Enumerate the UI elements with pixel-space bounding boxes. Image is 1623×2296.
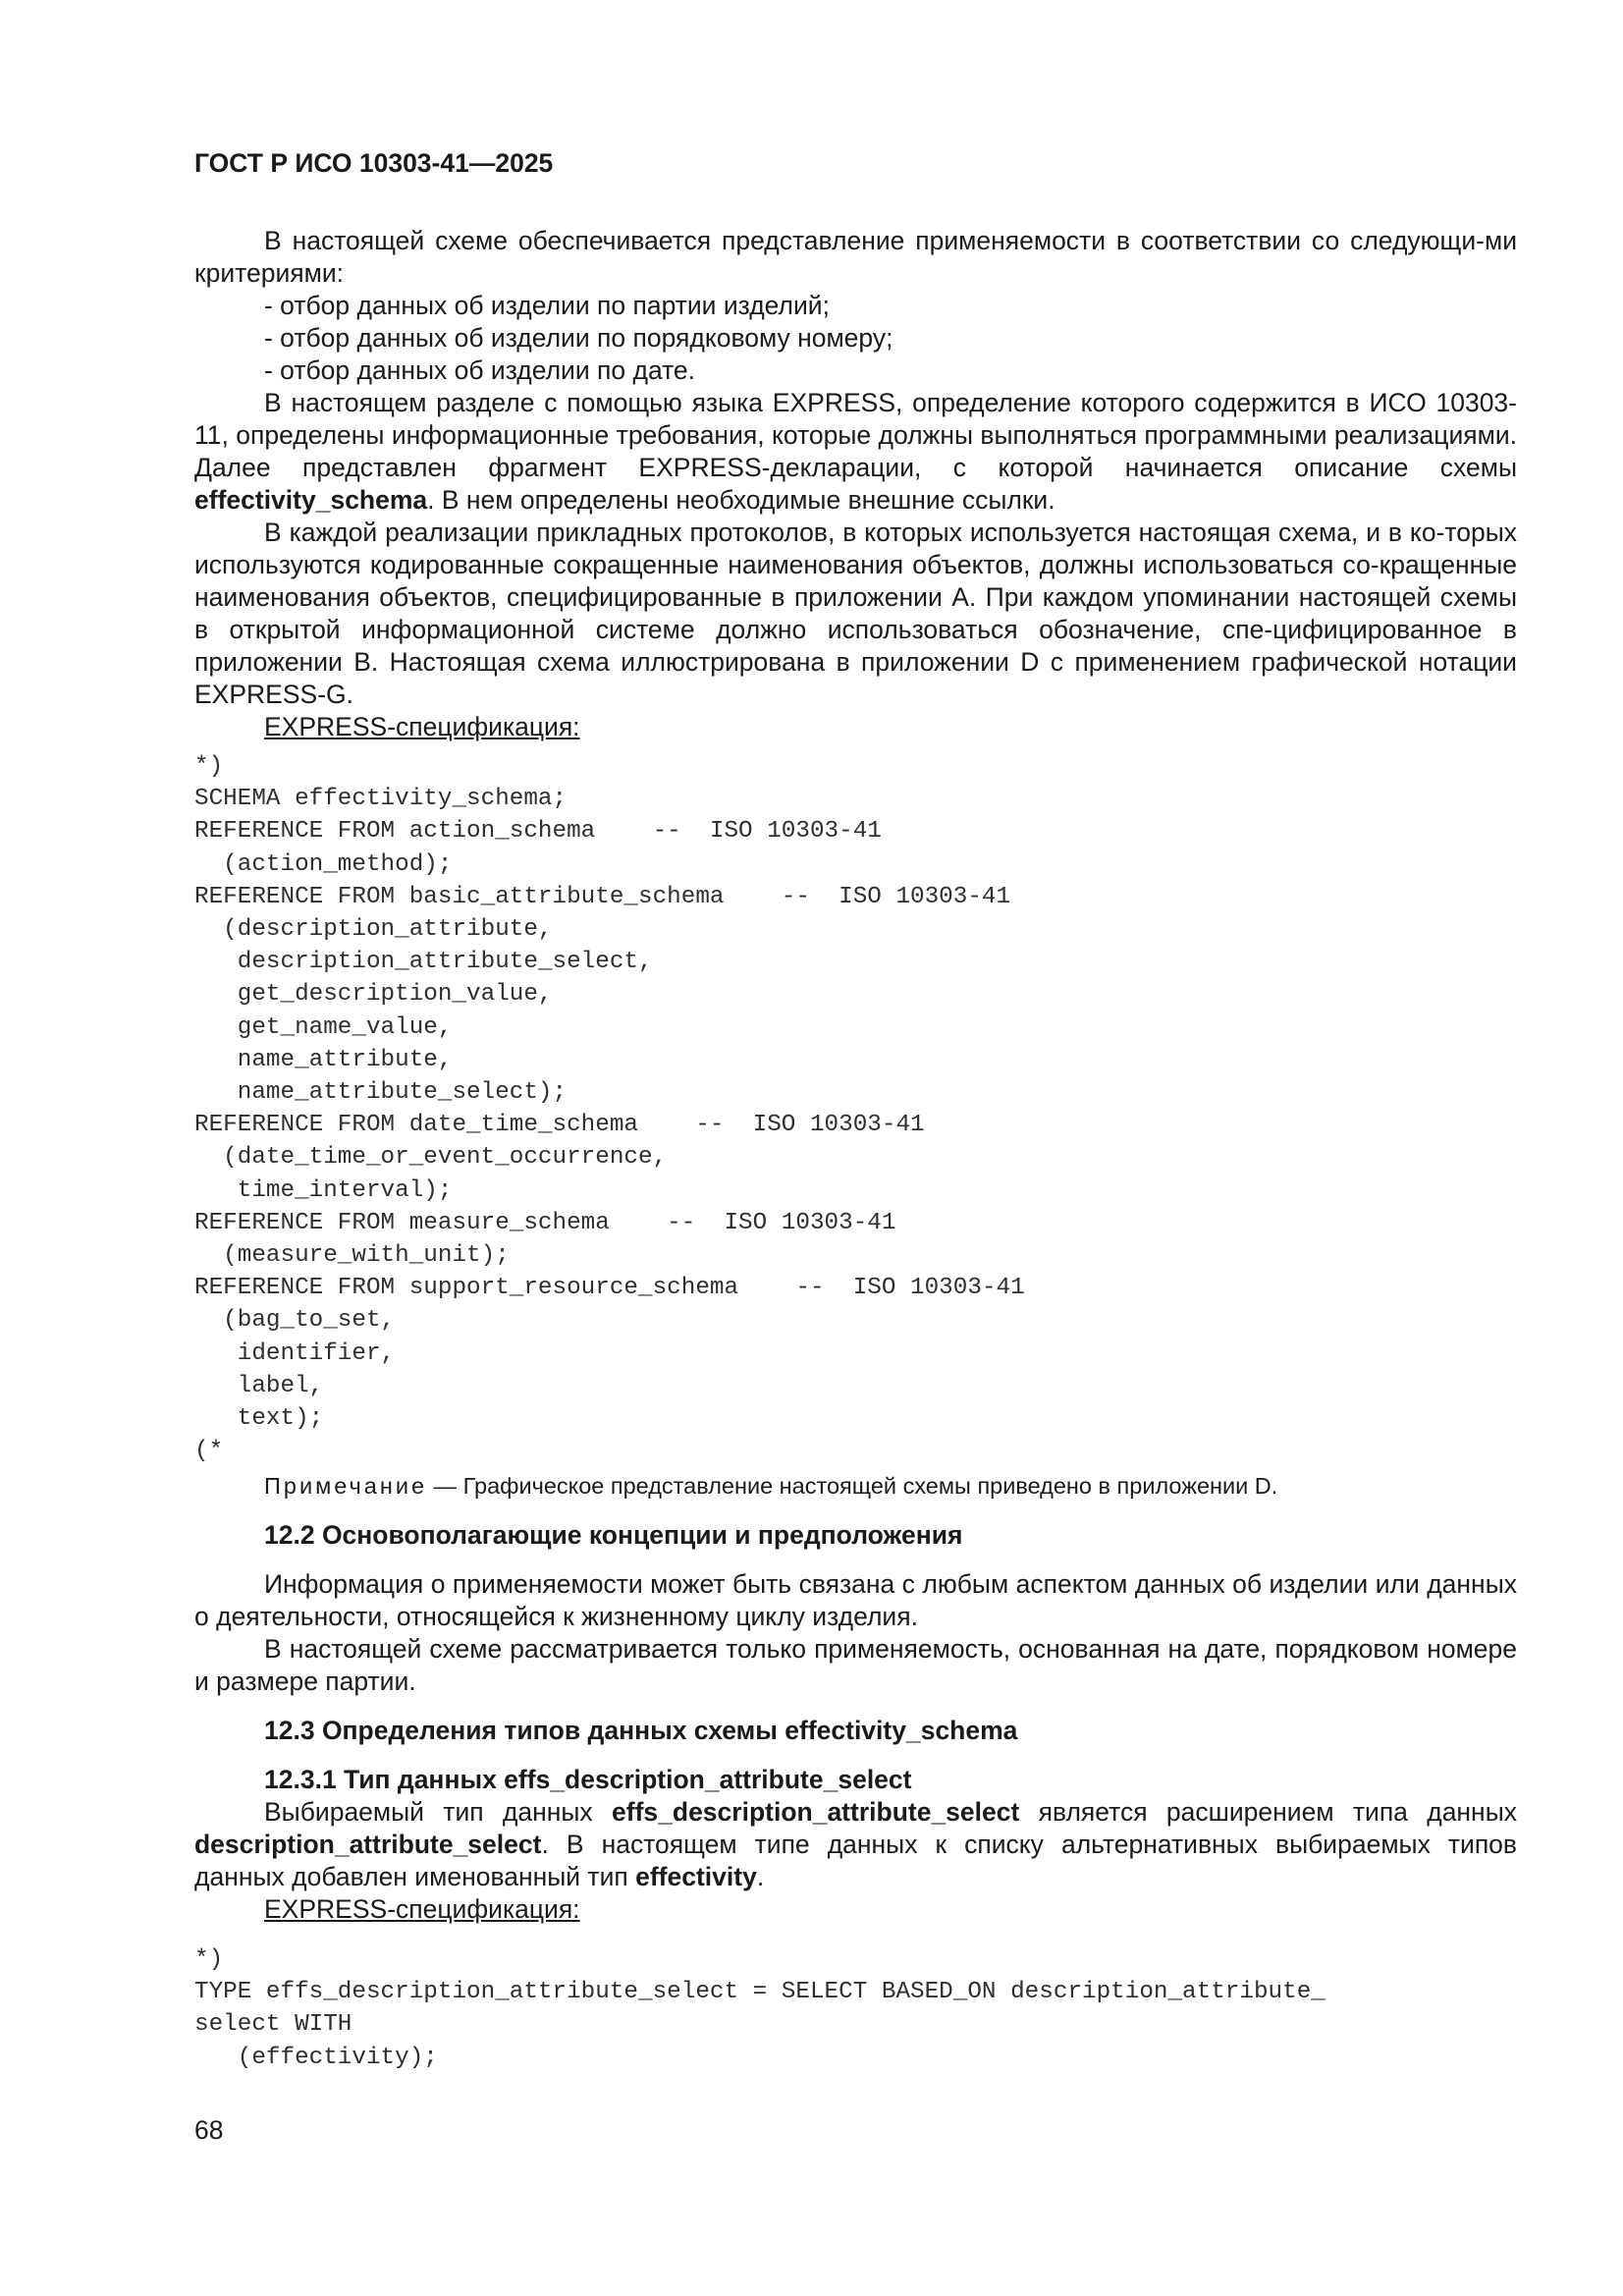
body-paragraph: Информация о применяемости может быть связана с любым аспектом данных об изделии или данных о деятельности, относящейся к жизненному циклу изделия.: [194, 1569, 1517, 1631]
section-heading: 12.3 Определения типов данных схемы effectivity_schema: [264, 1716, 1018, 1745]
type-text: .: [756, 1862, 765, 1891]
code-line: (measure_with_unit);: [194, 1242, 510, 1270]
code-line: description_attribute_select,: [194, 949, 653, 976]
type-text: является расширением типа данных: [1019, 1797, 1517, 1827]
code-line: text);: [194, 1405, 324, 1433]
code-line: (effectivity);: [194, 2044, 438, 2071]
code-line: REFERENCE FROM support_resource_schema -- ISO 10303-41: [194, 1275, 1025, 1302]
express-paragraph-text: В настоящем разделе с помощью языка EXPRESS, определение которого содержится в ИСО 10303-11, определены информационные требования, которые должны выполняться программными реализациями. Далее представлен фрагмент EXPRESS-декларации, с которой начинается описание схемы: [194, 388, 1517, 482]
express-spec-label: EXPRESS-спецификация:: [264, 712, 580, 741]
base-type-name: description_attribute_select: [194, 1830, 542, 1859]
subsection-heading: 12.3.1 Тип данных effs_description_attribute_select: [264, 1765, 912, 1794]
document-header: ГОСТ Р ИСО 10303-41—2025: [194, 148, 554, 178]
list-item: - отбор данных об изделии по дате.: [264, 355, 696, 385]
express-paragraph-tail: . В нем определены необходимые внешние ссылки.: [427, 485, 1055, 515]
code-line: name_attribute,: [194, 1046, 453, 1073]
code-line: REFERENCE FROM action_schema -- ISO 10303-41: [194, 818, 882, 846]
type-text: Выбираемый тип данных: [264, 1797, 613, 1827]
code-line: REFERENCE FROM measure_schema -- ISO 10303-41: [194, 1209, 896, 1236]
code-line: name_attribute_select);: [194, 1079, 568, 1107]
code-line: (action_method);: [194, 850, 453, 878]
body-paragraph: В настоящей схеме рассматривается только применяемость, основанная на дате, порядковом номере и размере партии.: [194, 1634, 1517, 1696]
code-line: (date_time_or_event_occurrence,: [194, 1144, 668, 1172]
code-line: SCHEMA effectivity_schema;: [194, 786, 568, 813]
code-line: (*: [194, 1438, 224, 1465]
code-line: select WITH: [194, 2011, 352, 2039]
code-line: *): [194, 753, 224, 780]
code-block-type: [194, 1943, 1517, 2074]
type-name: effs_description_attribute_select: [612, 1797, 1020, 1827]
code-line: label,: [194, 1372, 324, 1399]
added-type-name: effectivity: [635, 1862, 757, 1891]
list-item: - отбор данных об изделии по порядковому номеру;: [264, 323, 893, 353]
code-line: TYPE effs_description_attribute_select = SELECT BASED_ON description_attribute_: [194, 1979, 1325, 2006]
implementation-paragraph: В каждой реализации прикладных протоколов, в которых используется настоящая схема, и в ко-торых используются кодированные сокращенные наименования объектов, должны использоваться со-кращенные наименования объектов, специфицированные в приложении А. При каждом упоминании настоящей схемы в открытой информационной системе должно использоваться обозначение, спе-цифицированное в приложении В. Настоящая схема иллюстрирована в приложении D с применением графической нотации EXPRESS-G.: [194, 518, 1517, 709]
code-line: (bag_to_set,: [194, 1307, 396, 1335]
code-line: get_description_value,: [194, 981, 553, 1009]
schema-name: effectivity_schema: [194, 485, 428, 515]
note-label: Примечание: [264, 1473, 428, 1499]
express-spec-label: EXPRESS-спецификация:: [264, 1894, 580, 1924]
page-number: 68: [194, 2115, 224, 2145]
code-block-schema: [194, 750, 1517, 1467]
section-heading: 12.2 Основополагающие концепции и предположения: [264, 1520, 963, 1550]
code-line: REFERENCE FROM date_time_schema -- ISO 10303-41: [194, 1112, 925, 1139]
intro-section: [194, 225, 1517, 743]
list-item: - отбор данных об изделии по партии изделий;: [264, 291, 830, 320]
code-line: REFERENCE FROM basic_attribute_schema -- ISO 10303-41: [194, 883, 1011, 910]
code-line: get_name_value,: [194, 1013, 453, 1041]
code-line: time_interval);: [194, 1176, 453, 1204]
intro-paragraph: В настоящей схеме обеспечивается представление применяемости в соответствии со следующи-ми критериями:: [194, 226, 1517, 288]
section-12-3: [194, 1715, 1517, 1747]
type-text: . В настоящем типе данных к списку альтернативных выбираемых типов данных добавлен именованный тип: [194, 1830, 1517, 1891]
type-description: [194, 1796, 1517, 1893]
express-paragraph: [194, 387, 1517, 517]
section-12-3-1: [194, 1764, 1517, 1926]
code-line: (description_attribute,: [194, 916, 553, 944]
section-12-2: [194, 1519, 1517, 1552]
note: [264, 1470, 1517, 1503]
code-line: *): [194, 1946, 224, 1973]
note-text: Графическое представление настоящей схемы приведено в приложении D.: [462, 1473, 1278, 1499]
code-line: identifier,: [194, 1339, 396, 1367]
section-12-2-body: [194, 1568, 1517, 1698]
note-dash: —: [427, 1473, 463, 1499]
